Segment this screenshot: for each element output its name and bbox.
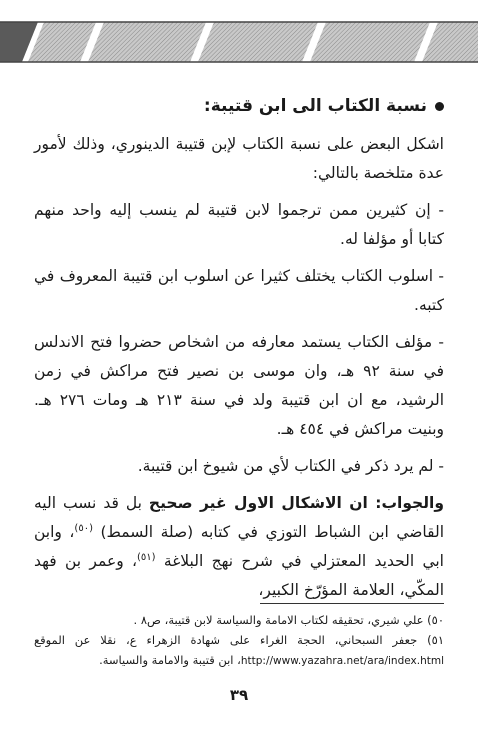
answer-text-1: بل قد نسب اليه القاضي ابن الشباط التوزي في كتابه (صلة السمط) — [34, 494, 444, 541]
paragraph-point-3: - مؤلف الكتاب يستمد معارفه من اشخاص حضروا فتح الاندلس في سنة ٩٢ هـ، وان موسى بن نصير فتح مراكش في زمن الرشيد، مع ان ابن قتيبة ولد في سنة ٢١٣ هـ ومات ٢٧٦ هـ. وبنيت مراكش في ٤٥٤ هـ. — [34, 333, 444, 438]
footnotes — [34, 610, 444, 671]
page-body — [34, 92, 444, 613]
footnote-51: ٥١) جعفر السبحاني، الحجة الغراء على شهادة الزهراء ع، نقلا عن الموقع http://www.yazahra.net/ara/index.html، ابن قتيبة والامامة والسياسة. — [34, 633, 444, 667]
footnote-divider — [260, 603, 444, 604]
paragraph-answer — [34, 489, 444, 605]
footnote-ref-51[interactable]: (٥١) — [137, 551, 156, 563]
section-heading — [34, 92, 444, 120]
answer-text-2: ، وابن ابي الحديد المعتزلي في شرح نهج البلاغة — [34, 523, 444, 570]
paragraph-point-2: - اسلوب الكتاب يختلف كثيرا عن اسلوب ابن قتيبة المعروف في كتبه. — [34, 267, 444, 314]
paragraph-intro: اشكل البعض على نسبة الكتاب لإبن قتيبة الدينوري، وذلك لأمور عدة متلخصة بالتالي: — [34, 135, 444, 182]
footnote-51-text: ٥١) جعفر السبحاني، الحجة الغراء على شهادة الزهراء ع، نقلا عن الموقع — [34, 633, 444, 647]
footnote-ref-50[interactable]: (٥٠) — [74, 522, 93, 534]
footnote-51-title: ابن قتيبة والامامة والسياسة. — [99, 653, 234, 667]
answer-text-3: ، وعمر بن فهد المكّي، العلامة المؤرّخ الكبير، — [34, 552, 444, 599]
header-decoration — [0, 0, 478, 68]
section-heading-text: نسبة الكتاب الى ابن قتيبة: — [203, 96, 427, 116]
answer-label: والجواب: ان الاشكال الاول غير صحيح — [148, 494, 444, 512]
footnote-51-link[interactable]: http://www.yazahra.net/ara/index.html — [240, 655, 444, 667]
bullet-icon — [435, 102, 444, 111]
paragraph-point-4: - لم يرد ذكر في الكتاب لأي من شيوخ ابن قتيبة. — [137, 457, 444, 475]
page-number: ٣٩ — [229, 686, 249, 704]
paragraph-point-1: - إن كثيرين ممن ترجموا لابن قتيبة لم ينسب إليه واحد منهم كتابا أو مؤلفا له. — [34, 201, 444, 248]
footnote-50: ٥٠) علي شيري، تحقيقه لكتاب الامامة والسياسة لابن قتيبة، ص٨ . — [133, 613, 444, 627]
